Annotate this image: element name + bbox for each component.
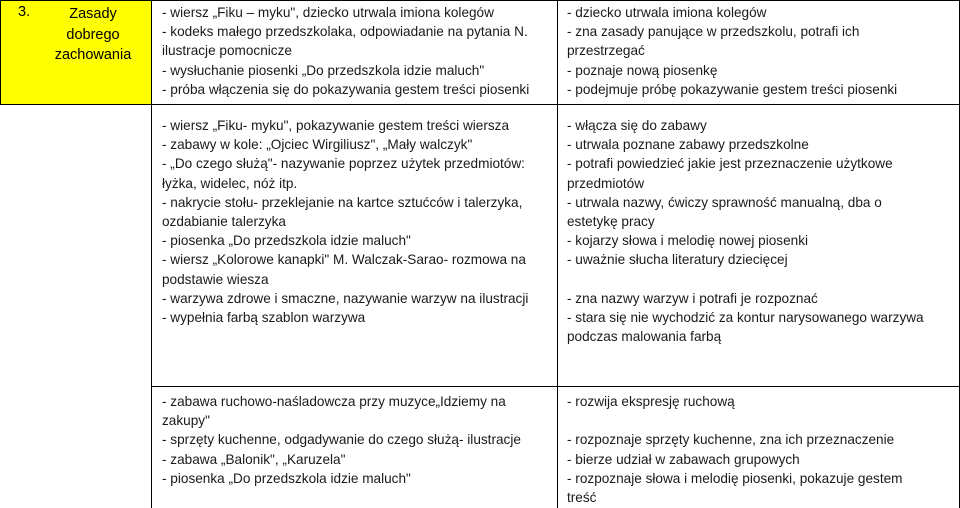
table-border [0, 0, 960, 1]
activity-line: ilustracje pomocnicze [162, 43, 292, 59]
outcome-line: - potrafi powiedzieć jakie jest przeznaczenie użytkowe [567, 156, 893, 172]
activity-line: - nakrycie stołu- przeklejanie na kartce sztućców i talerzyka, [162, 194, 523, 210]
outcome-line: - stara się nie wychodzić za kontur narysowanego warzywa [567, 310, 924, 325]
outcome-line: podczas malowania farbą [567, 329, 722, 345]
outcome-line: treść [567, 490, 597, 505]
table-border [151, 0, 152, 508]
activity-line: - wiersz „Fiku- myku", pokazywanie gestem treści wiersza [162, 118, 510, 133]
section-header-cell [1, 1, 151, 104]
activity-line: zakupy" [162, 413, 210, 429]
activity-line: - sprzęty kuchenne, odgadywanie do czego służą- ilustracje [162, 432, 521, 448]
outcome-line: - rozwija ekspresję ruchową [567, 394, 735, 409]
outcome-line: estetykę pracy [567, 214, 655, 229]
outcome-line: - bierze udział w zabawach grupowych [567, 451, 800, 467]
outcome-line: przestrzegać [567, 43, 645, 59]
outcome-line: - zna nazwy warzyw i potrafi je rozpoznać [567, 290, 818, 306]
section-title-line: Zasady [69, 6, 117, 22]
activity-line: - zabawy w kole: „Ojciec Wirgiliusz", „Mały walczyk" [162, 137, 473, 153]
outcome-line: - poznaje nową piosenkę [567, 62, 718, 78]
outcome-line: - rozpoznaje sprzęty kuchenne, zna ich przeznaczenie [567, 432, 895, 448]
activity-line: łyżka, widelec, nóż itp. [162, 175, 298, 191]
outcome-line: - zna zasady panujące w przedszkolu, potrafi ich [567, 24, 860, 40]
table-border [0, 0, 1, 105]
activity-line: - „Do czego służą"- nazywanie poprzez użytek przedmiotów: [162, 156, 525, 172]
activity-line: - warzywa zdrowe i smaczne, nazywanie warzyw na ilustracji [162, 290, 529, 306]
activity-line: - piosenka „Do przedszkola idzie maluch" [162, 470, 411, 486]
outcome-line: - włącza się do zabawy [567, 118, 707, 133]
outcome-line: - rozpoznaje słowa i melodię piosenki, pokazuje gestem [567, 470, 903, 486]
activity-line: - zabawa ruchowo-naśladowcza przy muzyce„Idziemy na [162, 394, 506, 409]
outcome-line: - utrwala poznane zabawy przedszkolne [567, 137, 809, 153]
table-border [151, 104, 960, 105]
activity-line: podstawie wiesza [162, 271, 269, 287]
table-border [151, 386, 960, 387]
section-title-line: dobrego [66, 26, 120, 43]
table-border [0, 104, 152, 105]
table-border [557, 0, 558, 508]
outcome-line: - dziecko utrwala imiona kolegów [567, 5, 767, 20]
activity-line: ozdabianie talerzyka [162, 214, 286, 229]
outcome-line: - uważnie słucha literatury dziecięcej [567, 252, 788, 268]
outcome-line: - kojarzy słowa i melodię nowej piosenki [567, 233, 809, 249]
outcome-line: - utrwala nazwy, ćwiczy sprawność manualną, dba o [567, 194, 882, 210]
section-title [43, 4, 143, 66]
activity-line: - próba włączenia się do pokazywania gestem treści piosenki [162, 81, 530, 97]
section-title-line: zachowania [54, 47, 132, 63]
activity-line: - wiersz „Fiku – myku", dziecko utrwala imiona kolegów [162, 5, 494, 20]
activity-line: - zabawa „Balonik", „Karuzela" [162, 451, 346, 467]
activity-line: - piosenka „Do przedszkola idzie maluch" [162, 233, 411, 249]
outcome-line: - podejmuje próbę pokazywanie gestem treści piosenki [567, 81, 898, 97]
activity-line: - kodeks małego przedszkolaka, odpowiadanie na pytania N. [162, 24, 528, 40]
outcome-line: przedmiotów [567, 175, 645, 191]
activity-line: - wypełnia farbą szablon warzywa [162, 310, 366, 325]
activity-line: - wysłuchanie piosenki „Do przedszkola idzie maluch" [162, 62, 485, 78]
section-number: 3. [18, 4, 31, 20]
activity-line: - wiersz „Kolorowe kanapki" M. Walczak-Sarao- rozmowa na [162, 252, 526, 268]
